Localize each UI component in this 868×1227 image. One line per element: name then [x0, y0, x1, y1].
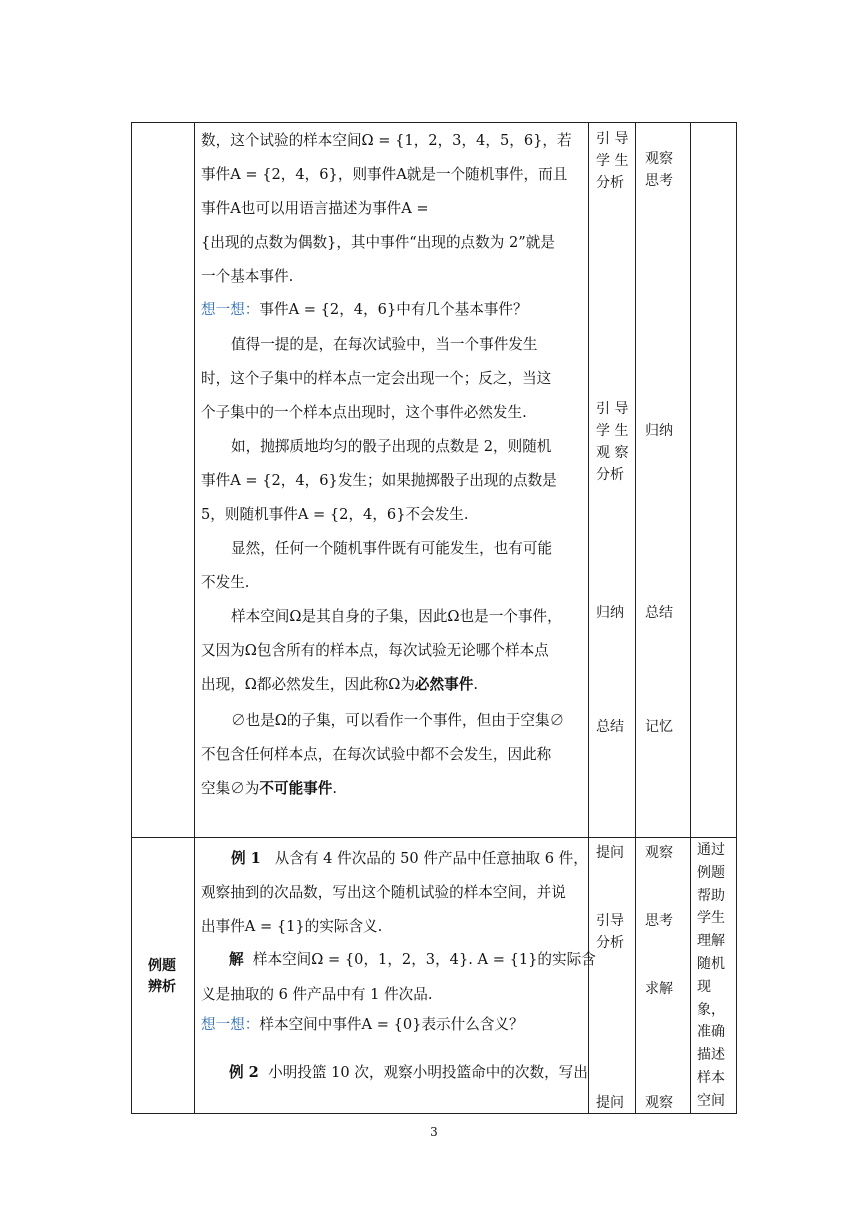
teacher-activity: 引导	[596, 913, 624, 929]
text-span: .	[473, 676, 478, 693]
text-span: 小明投篮 10 次，观察小明投篮命中的次数，写出	[268, 1064, 588, 1081]
teacher-activity: 引 导	[596, 131, 629, 147]
text-span: 空集∅为	[201, 780, 260, 797]
text-line: 事件A = {2，4，6}发生；如果抛掷骰子出现的点数是	[201, 472, 557, 489]
text-line: 5，则随机事件A = {2，4，6}不会发生.	[201, 506, 469, 523]
column-divider	[635, 123, 636, 1113]
student-activity: 归纳	[645, 423, 673, 439]
solution-line	[229, 950, 596, 970]
teacher-activity: 引 导	[596, 401, 629, 417]
text-line: 出事件A = {1}的实际含义.	[201, 918, 383, 935]
text-span: 从含有 4 件次品的 50 件产品中任意抽取 6 件，	[274, 850, 588, 867]
text-span: .	[332, 780, 338, 797]
think-line	[201, 300, 528, 320]
text-line: ∅也是Ω的子集，可以看作一个事件，但由于空集∅	[231, 712, 565, 729]
teacher-activity: 归纳	[596, 605, 624, 621]
think-text: 样本空间中事件A = {0}表示什么含义？	[259, 1016, 524, 1033]
text-line: 一个基本事件.	[201, 268, 294, 285]
text-span: 样本空间Ω = {0，1，2，3，4}. A = {1}的实际含	[252, 951, 596, 968]
text-line: 时，这个子集中的样本点一定会出现一个；反之，当这	[201, 370, 552, 387]
text-line: 义是抽取的 6 件产品中有 1 件次品.	[201, 986, 433, 1003]
column-divider	[690, 123, 691, 1113]
section-label-line: 例题	[148, 958, 176, 974]
think-text: 事件A = {2，4，6}中有几个基本事件？	[259, 301, 528, 318]
row-divider	[132, 837, 736, 838]
text-line: 显然，任何一个随机事件既有可能发生，也有可能	[231, 540, 553, 557]
text-line: 个子集中的一个样本点出现时，这个事件必然发生.	[201, 404, 527, 421]
section-label	[131, 956, 193, 998]
text-line: 又因为Ω包含所有的样本点，每次试验无论哪个样本点	[201, 642, 549, 659]
teacher-activity: 分析	[596, 175, 624, 191]
teacher-activity: 分析	[596, 467, 624, 483]
student-activity: 求解	[645, 981, 673, 997]
student-activity: 观察	[645, 845, 673, 861]
example-2-label: 例 2	[229, 1064, 259, 1081]
teacher-activity: 学 生	[596, 153, 629, 169]
page-number: 3	[430, 1125, 438, 1139]
text-span: 出现，Ω都必然发生，因此称Ω为	[201, 676, 415, 693]
teacher-activity: 总结	[596, 719, 624, 735]
student-activity: 记忆	[645, 719, 673, 735]
text-line	[201, 675, 478, 695]
example-2-line	[229, 1063, 588, 1083]
student-activity: 总结	[645, 605, 673, 621]
teacher-activity: 分析	[596, 935, 624, 951]
text-line	[201, 779, 337, 799]
text-line: 值得一提的是，在每次试验中，当一个事件发生	[231, 336, 538, 353]
section-label-line: 辨析	[148, 979, 176, 995]
text-line: 数，这个试验的样本空间Ω = {1，2，3，4，5，6}，若	[201, 132, 572, 149]
text-line: 事件A也可以用语言描述为事件A =	[201, 200, 429, 217]
text-line: {出现的点数为偶数}，其中事件“出现的点数为 2”就是	[201, 234, 555, 251]
example-1-line	[231, 849, 588, 869]
term-sure-event: 必然事件	[414, 676, 474, 693]
teacher-activity: 提问	[596, 1095, 624, 1111]
student-activity: 观察	[645, 1095, 673, 1111]
text-line: 如，抛掷质地均匀的骰子出现的点数是 2，则随机	[231, 438, 552, 455]
text-line: 观察抽到的次品数，写出这个随机试验的样本空间，并说	[201, 884, 566, 901]
term-impossible-event: 不可能事件	[259, 780, 333, 797]
text-line: 不包含任何样本点，在每次试验中都不会发生，因此称	[201, 746, 552, 763]
text-line: 不发生.	[201, 574, 250, 591]
teacher-activity: 提问	[596, 845, 624, 861]
student-activity: 思考	[645, 913, 673, 929]
think-label: 想一想：	[201, 1016, 260, 1033]
teacher-activity: 学 生	[596, 423, 629, 439]
teacher-activity: 观 察	[596, 445, 629, 461]
solution-label: 解	[229, 951, 244, 968]
text-line: 样本空间Ω是其自身的子集，因此Ω也是一个事件，	[231, 608, 562, 625]
think-line	[201, 1015, 524, 1035]
example-1-label: 例 1	[231, 850, 261, 867]
text-line: 事件A = {2，4，6}，则事件A就是一个随机事件，而且	[201, 166, 568, 183]
student-activity: 观察	[645, 151, 673, 167]
design-intent: 通过例题帮助学生理解随机现象，准确描述样本空间	[697, 842, 725, 1109]
student-activity: 思考	[645, 173, 673, 189]
column-divider	[194, 123, 195, 1113]
think-label: 想一想：	[201, 301, 260, 318]
